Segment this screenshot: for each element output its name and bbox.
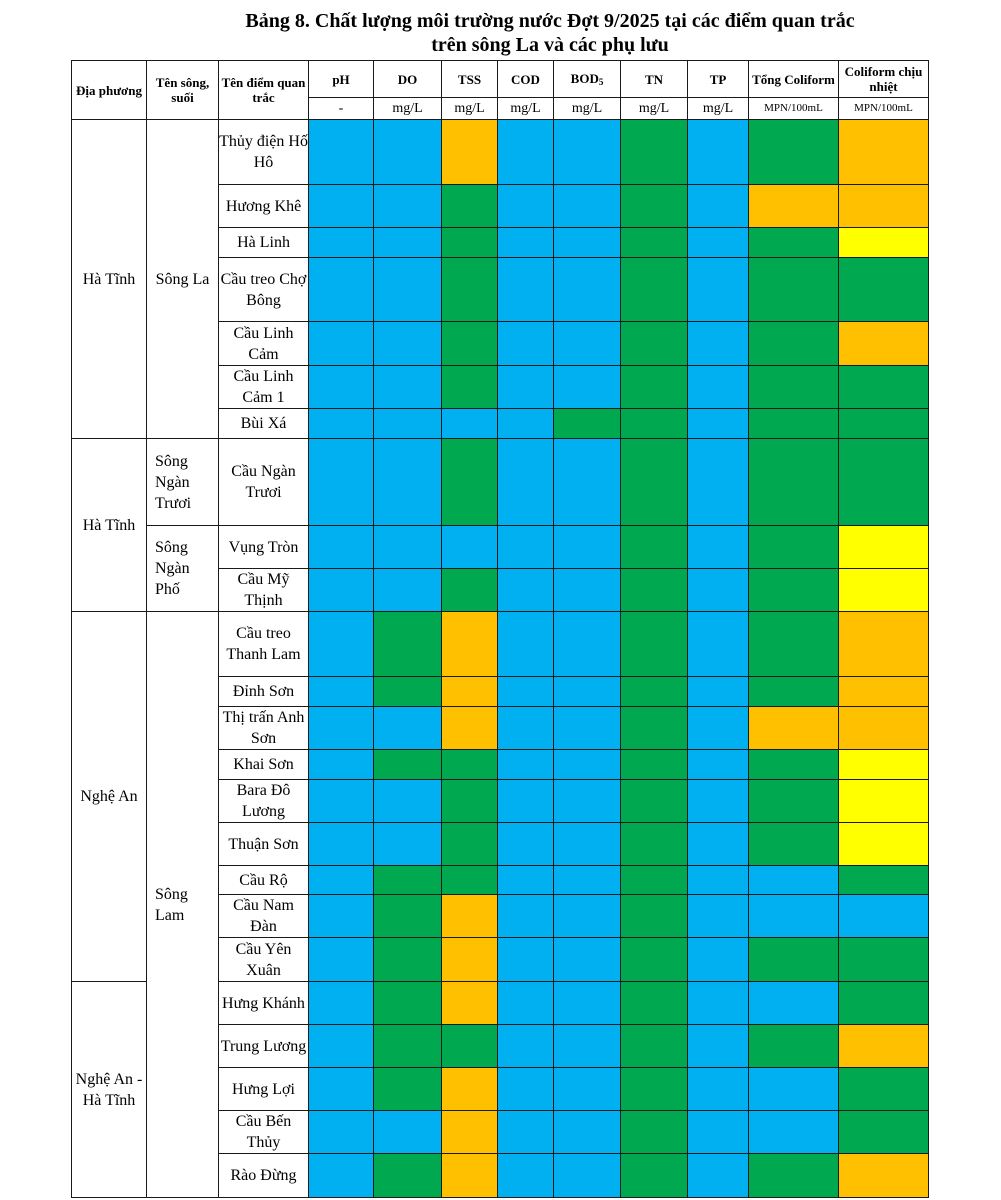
- quality-cell-tss: [442, 366, 498, 409]
- quality-cell-ph: [309, 750, 374, 780]
- quality-cell-thermo-coliform: [839, 677, 929, 707]
- quality-cell-ph: [309, 322, 374, 366]
- quality-cell-tss: [442, 895, 498, 938]
- quality-cell-ph: [309, 366, 374, 409]
- quality-cell-tss: [442, 982, 498, 1025]
- quality-cell-bod5: [554, 750, 621, 780]
- quality-cell-bod5: [554, 823, 621, 866]
- quality-cell-ph: [309, 439, 374, 526]
- quality-cell-tn: [621, 677, 688, 707]
- quality-cell-ph: [309, 120, 374, 185]
- quality-cell-bod5: [554, 866, 621, 895]
- quality-cell-cod: [498, 322, 554, 366]
- quality-cell-bod5: [554, 366, 621, 409]
- header-locality: Địa phương: [72, 61, 147, 120]
- quality-cell-tp: [688, 938, 749, 982]
- quality-cell-bod5: [554, 228, 621, 258]
- quality-cell-tss: [442, 780, 498, 823]
- quality-cell-cod: [498, 612, 554, 677]
- quality-cell-tss: [442, 322, 498, 366]
- quality-cell-bod5: [554, 439, 621, 526]
- header-param-tp: TP: [688, 61, 749, 98]
- quality-cell-thermo-coliform: [839, 1154, 929, 1198]
- quality-cell-bod5: [554, 1154, 621, 1198]
- quality-cell-bod5: [554, 895, 621, 938]
- quality-cell-tp: [688, 612, 749, 677]
- quality-cell-thermo-coliform: [839, 866, 929, 895]
- quality-cell-tss: [442, 409, 498, 439]
- quality-cell-bod5: [554, 612, 621, 677]
- quality-cell-bod5: [554, 322, 621, 366]
- quality-cell-thermo-coliform: [839, 185, 929, 228]
- station-name: Hương Khê: [219, 185, 309, 228]
- quality-cell-ph: [309, 1111, 374, 1154]
- quality-cell-tp: [688, 322, 749, 366]
- quality-cell-ph: [309, 895, 374, 938]
- quality-cell-bod5: [554, 258, 621, 322]
- quality-cell-thermo-coliform: [839, 322, 929, 366]
- quality-cell-tp: [688, 750, 749, 780]
- quality-cell-tp: [688, 895, 749, 938]
- quality-cell-tn: [621, 866, 688, 895]
- quality-cell-bod5: [554, 677, 621, 707]
- station-name: Thủy điện Hố Hô: [219, 120, 309, 185]
- quality-cell-ph: [309, 228, 374, 258]
- quality-cell-tss: [442, 938, 498, 982]
- quality-cell-cod: [498, 366, 554, 409]
- header-param-bod-subscript: 5: [598, 76, 604, 87]
- quality-cell-tn: [621, 228, 688, 258]
- quality-cell-tn: [621, 569, 688, 612]
- quality-cell-tp: [688, 823, 749, 866]
- quality-cell-total-coliform: [749, 1068, 839, 1111]
- quality-cell-tn: [621, 982, 688, 1025]
- quality-cell-total-coliform: [749, 677, 839, 707]
- station-name: Hà Linh: [219, 228, 309, 258]
- header-param-tn: TN: [621, 61, 688, 98]
- table-title-line-1: Bảng 8. Chất lượng môi trường nước Đợt 9/2025 tại các điểm quan trắc: [245, 10, 855, 32]
- quality-cell-tn: [621, 938, 688, 982]
- quality-cell-tn: [621, 895, 688, 938]
- quality-cell-tss: [442, 1068, 498, 1111]
- quality-cell-tn: [621, 1068, 688, 1111]
- quality-cell-tss: [442, 707, 498, 750]
- quality-cell-tp: [688, 1154, 749, 1198]
- quality-cell-ph: [309, 185, 374, 228]
- quality-cell-tn: [621, 409, 688, 439]
- quality-cell-tss: [442, 228, 498, 258]
- quality-cell-do: [374, 185, 442, 228]
- locality-ha-tinh-2: Hà Tĩnh: [72, 439, 147, 612]
- quality-cell-tp: [688, 439, 749, 526]
- quality-cell-do: [374, 1068, 442, 1111]
- quality-cell-tss: [442, 866, 498, 895]
- unit-total-coliform: MPN/100mL: [749, 98, 839, 120]
- station-name: Cầu Linh Cảm 1: [219, 366, 309, 409]
- water-quality-table: [71, 60, 929, 1198]
- river-song-la: Sông La: [147, 120, 219, 439]
- quality-cell-tn: [621, 707, 688, 750]
- header-param-do: DO: [374, 61, 442, 98]
- quality-cell-thermo-coliform: [839, 612, 929, 677]
- table-row: [72, 612, 929, 677]
- table-row: [72, 439, 929, 526]
- quality-cell-bod5: [554, 707, 621, 750]
- quality-cell-cod: [498, 409, 554, 439]
- river-song-ngan-pho: Sông Ngàn Phố: [147, 526, 219, 612]
- station-name: Cầu Bến Thủy: [219, 1111, 309, 1154]
- river-song-ngan-truoi: Sông Ngàn Trươi: [147, 439, 219, 526]
- quality-cell-do: [374, 366, 442, 409]
- quality-cell-total-coliform: [749, 526, 839, 569]
- quality-cell-total-coliform: [749, 938, 839, 982]
- station-name: Cầu Nam Đàn: [219, 895, 309, 938]
- header-param-ph: pH: [309, 61, 374, 98]
- quality-cell-do: [374, 120, 442, 185]
- quality-cell-thermo-coliform: [839, 569, 929, 612]
- quality-cell-ph: [309, 707, 374, 750]
- quality-cell-thermo-coliform: [839, 982, 929, 1025]
- quality-cell-tn: [621, 1154, 688, 1198]
- header-param-thermo-coliform: Coliform chịu nhiệt: [839, 61, 929, 98]
- header-param-tss: TSS: [442, 61, 498, 98]
- quality-cell-ph: [309, 780, 374, 823]
- quality-cell-cod: [498, 707, 554, 750]
- quality-cell-cod: [498, 120, 554, 185]
- header-row-names: [72, 61, 929, 98]
- quality-cell-tn: [621, 366, 688, 409]
- quality-cell-ph: [309, 409, 374, 439]
- quality-cell-total-coliform: [749, 707, 839, 750]
- quality-cell-do: [374, 526, 442, 569]
- quality-cell-ph: [309, 258, 374, 322]
- quality-cell-total-coliform: [749, 185, 839, 228]
- quality-cell-cod: [498, 1068, 554, 1111]
- quality-cell-cod: [498, 228, 554, 258]
- quality-cell-bod5: [554, 780, 621, 823]
- quality-cell-thermo-coliform: [839, 1068, 929, 1111]
- quality-cell-tss: [442, 677, 498, 707]
- quality-cell-cod: [498, 1154, 554, 1198]
- quality-cell-tss: [442, 439, 498, 526]
- unit-bod5: mg/L: [554, 98, 621, 120]
- station-name: Cầu treo Chợ Bông: [219, 258, 309, 322]
- header-param-total-coliform: Tổng Coliform: [749, 61, 839, 98]
- quality-cell-ph: [309, 612, 374, 677]
- river-song-lam: Sông Lam: [147, 612, 219, 1198]
- quality-cell-ph: [309, 677, 374, 707]
- quality-cell-tss: [442, 750, 498, 780]
- quality-cell-tn: [621, 322, 688, 366]
- quality-cell-do: [374, 612, 442, 677]
- quality-cell-cod: [498, 1025, 554, 1068]
- quality-cell-bod5: [554, 1111, 621, 1154]
- quality-cell-tn: [621, 823, 688, 866]
- quality-cell-tn: [621, 1111, 688, 1154]
- quality-cell-cod: [498, 185, 554, 228]
- quality-cell-total-coliform: [749, 1111, 839, 1154]
- quality-cell-total-coliform: [749, 120, 839, 185]
- quality-cell-bod5: [554, 569, 621, 612]
- quality-cell-total-coliform: [749, 439, 839, 526]
- quality-cell-tss: [442, 120, 498, 185]
- quality-cell-thermo-coliform: [839, 823, 929, 866]
- quality-cell-ph: [309, 982, 374, 1025]
- quality-cell-ph: [309, 1025, 374, 1068]
- quality-cell-tss: [442, 526, 498, 569]
- station-name: Hưng Lợi: [219, 1068, 309, 1111]
- quality-cell-tn: [621, 258, 688, 322]
- quality-cell-tn: [621, 185, 688, 228]
- quality-cell-ph: [309, 823, 374, 866]
- table-title: [150, 9, 950, 57]
- station-name: Rào Đừng: [219, 1154, 309, 1198]
- quality-cell-thermo-coliform: [839, 1111, 929, 1154]
- quality-cell-thermo-coliform: [839, 258, 929, 322]
- quality-cell-tn: [621, 526, 688, 569]
- quality-cell-tp: [688, 409, 749, 439]
- quality-cell-ph: [309, 1154, 374, 1198]
- quality-cell-total-coliform: [749, 366, 839, 409]
- quality-cell-thermo-coliform: [839, 439, 929, 526]
- locality-nghe-an-ha-tinh: Nghệ An - Hà Tĩnh: [72, 982, 147, 1198]
- station-name: Khai Sơn: [219, 750, 309, 780]
- quality-cell-tp: [688, 1111, 749, 1154]
- station-name: Thuận Sơn: [219, 823, 309, 866]
- quality-cell-bod5: [554, 526, 621, 569]
- quality-cell-tn: [621, 120, 688, 185]
- unit-ph: -: [309, 98, 374, 120]
- quality-cell-do: [374, 439, 442, 526]
- quality-cell-cod: [498, 677, 554, 707]
- quality-cell-tss: [442, 1111, 498, 1154]
- locality-nghe-an: Nghệ An: [72, 612, 147, 982]
- quality-cell-tp: [688, 780, 749, 823]
- quality-cell-do: [374, 409, 442, 439]
- quality-cell-cod: [498, 823, 554, 866]
- table-row: [72, 120, 929, 185]
- quality-cell-bod5: [554, 185, 621, 228]
- quality-cell-total-coliform: [749, 982, 839, 1025]
- quality-cell-cod: [498, 982, 554, 1025]
- quality-cell-cod: [498, 938, 554, 982]
- unit-do: mg/L: [374, 98, 442, 120]
- quality-cell-tss: [442, 258, 498, 322]
- quality-cell-do: [374, 895, 442, 938]
- quality-cell-tss: [442, 1025, 498, 1068]
- quality-cell-cod: [498, 1111, 554, 1154]
- quality-cell-do: [374, 982, 442, 1025]
- quality-cell-tp: [688, 185, 749, 228]
- quality-cell-tp: [688, 569, 749, 612]
- quality-cell-tp: [688, 258, 749, 322]
- station-name: Trung Lương: [219, 1025, 309, 1068]
- quality-cell-cod: [498, 866, 554, 895]
- quality-cell-thermo-coliform: [839, 938, 929, 982]
- quality-cell-tp: [688, 1025, 749, 1068]
- unit-tss: mg/L: [442, 98, 498, 120]
- quality-cell-tp: [688, 228, 749, 258]
- station-name: Vụng Tròn: [219, 526, 309, 569]
- quality-cell-cod: [498, 569, 554, 612]
- quality-cell-total-coliform: [749, 750, 839, 780]
- quality-cell-tss: [442, 569, 498, 612]
- header-station: Tên điểm quan trắc: [219, 61, 309, 120]
- quality-cell-cod: [498, 780, 554, 823]
- quality-cell-bod5: [554, 938, 621, 982]
- quality-cell-thermo-coliform: [839, 228, 929, 258]
- quality-cell-ph: [309, 1068, 374, 1111]
- quality-cell-tn: [621, 612, 688, 677]
- quality-cell-tp: [688, 120, 749, 185]
- quality-cell-do: [374, 1111, 442, 1154]
- table-body: [72, 120, 929, 1198]
- quality-cell-cod: [498, 895, 554, 938]
- quality-cell-tp: [688, 866, 749, 895]
- quality-cell-tp: [688, 1068, 749, 1111]
- quality-cell-tp: [688, 526, 749, 569]
- quality-cell-thermo-coliform: [839, 895, 929, 938]
- table-title-line-2: trên sông La và các phụ lưu: [431, 34, 669, 56]
- quality-cell-do: [374, 1154, 442, 1198]
- station-name: Cầu Ngàn Trươi: [219, 439, 309, 526]
- quality-cell-do: [374, 258, 442, 322]
- quality-cell-tp: [688, 707, 749, 750]
- quality-cell-total-coliform: [749, 780, 839, 823]
- unit-tn: mg/L: [621, 98, 688, 120]
- quality-cell-thermo-coliform: [839, 409, 929, 439]
- quality-cell-tn: [621, 1025, 688, 1068]
- quality-cell-ph: [309, 526, 374, 569]
- station-name: Hưng Khánh: [219, 982, 309, 1025]
- quality-cell-do: [374, 707, 442, 750]
- quality-cell-thermo-coliform: [839, 526, 929, 569]
- station-name: Thị trấn Anh Sơn: [219, 707, 309, 750]
- quality-cell-total-coliform: [749, 569, 839, 612]
- station-name: Cầu Yên Xuân: [219, 938, 309, 982]
- quality-cell-tss: [442, 185, 498, 228]
- header-param-bod-name: BOD: [570, 70, 599, 86]
- quality-cell-total-coliform: [749, 612, 839, 677]
- quality-cell-thermo-coliform: [839, 780, 929, 823]
- header-param-bod5: [554, 61, 621, 98]
- quality-cell-do: [374, 750, 442, 780]
- quality-cell-bod5: [554, 409, 621, 439]
- quality-cell-thermo-coliform: [839, 366, 929, 409]
- station-name: Bùi Xá: [219, 409, 309, 439]
- station-name: Cầu Linh Cảm: [219, 322, 309, 366]
- quality-cell-total-coliform: [749, 823, 839, 866]
- quality-cell-thermo-coliform: [839, 120, 929, 185]
- quality-cell-thermo-coliform: [839, 750, 929, 780]
- quality-cell-thermo-coliform: [839, 707, 929, 750]
- quality-cell-do: [374, 780, 442, 823]
- unit-tp: mg/L: [688, 98, 749, 120]
- quality-cell-do: [374, 938, 442, 982]
- quality-cell-tn: [621, 750, 688, 780]
- quality-cell-cod: [498, 258, 554, 322]
- quality-cell-tp: [688, 982, 749, 1025]
- station-name: Cầu Rộ: [219, 866, 309, 895]
- quality-cell-tss: [442, 823, 498, 866]
- quality-cell-do: [374, 569, 442, 612]
- quality-cell-total-coliform: [749, 866, 839, 895]
- quality-cell-total-coliform: [749, 322, 839, 366]
- station-name: Bara Đô Lương: [219, 780, 309, 823]
- quality-cell-cod: [498, 526, 554, 569]
- quality-cell-tn: [621, 439, 688, 526]
- quality-cell-ph: [309, 569, 374, 612]
- quality-cell-total-coliform: [749, 1025, 839, 1068]
- quality-cell-bod5: [554, 1025, 621, 1068]
- locality-ha-tinh-1: Hà Tĩnh: [72, 120, 147, 439]
- station-name: Cầu treo Thanh Lam: [219, 612, 309, 677]
- quality-cell-do: [374, 228, 442, 258]
- quality-cell-bod5: [554, 982, 621, 1025]
- quality-cell-do: [374, 677, 442, 707]
- quality-cell-ph: [309, 866, 374, 895]
- station-name: Cầu Mỹ Thịnh: [219, 569, 309, 612]
- quality-cell-tn: [621, 780, 688, 823]
- quality-cell-total-coliform: [749, 228, 839, 258]
- quality-cell-bod5: [554, 120, 621, 185]
- quality-cell-ph: [309, 938, 374, 982]
- quality-cell-thermo-coliform: [839, 1025, 929, 1068]
- header-river: Tên sông, suối: [147, 61, 219, 120]
- quality-cell-cod: [498, 439, 554, 526]
- quality-cell-tp: [688, 677, 749, 707]
- quality-cell-do: [374, 1025, 442, 1068]
- quality-cell-tss: [442, 612, 498, 677]
- quality-cell-total-coliform: [749, 409, 839, 439]
- quality-cell-cod: [498, 750, 554, 780]
- unit-cod: mg/L: [498, 98, 554, 120]
- quality-cell-do: [374, 866, 442, 895]
- quality-cell-total-coliform: [749, 895, 839, 938]
- unit-thermo-coliform: MPN/100mL: [839, 98, 929, 120]
- quality-cell-total-coliform: [749, 1154, 839, 1198]
- quality-cell-bod5: [554, 1068, 621, 1111]
- header-param-cod: COD: [498, 61, 554, 98]
- station-name: Đỉnh Sơn: [219, 677, 309, 707]
- quality-cell-do: [374, 823, 442, 866]
- quality-cell-tp: [688, 366, 749, 409]
- quality-cell-do: [374, 322, 442, 366]
- quality-cell-total-coliform: [749, 258, 839, 322]
- table-row: [72, 526, 929, 569]
- quality-cell-tss: [442, 1154, 498, 1198]
